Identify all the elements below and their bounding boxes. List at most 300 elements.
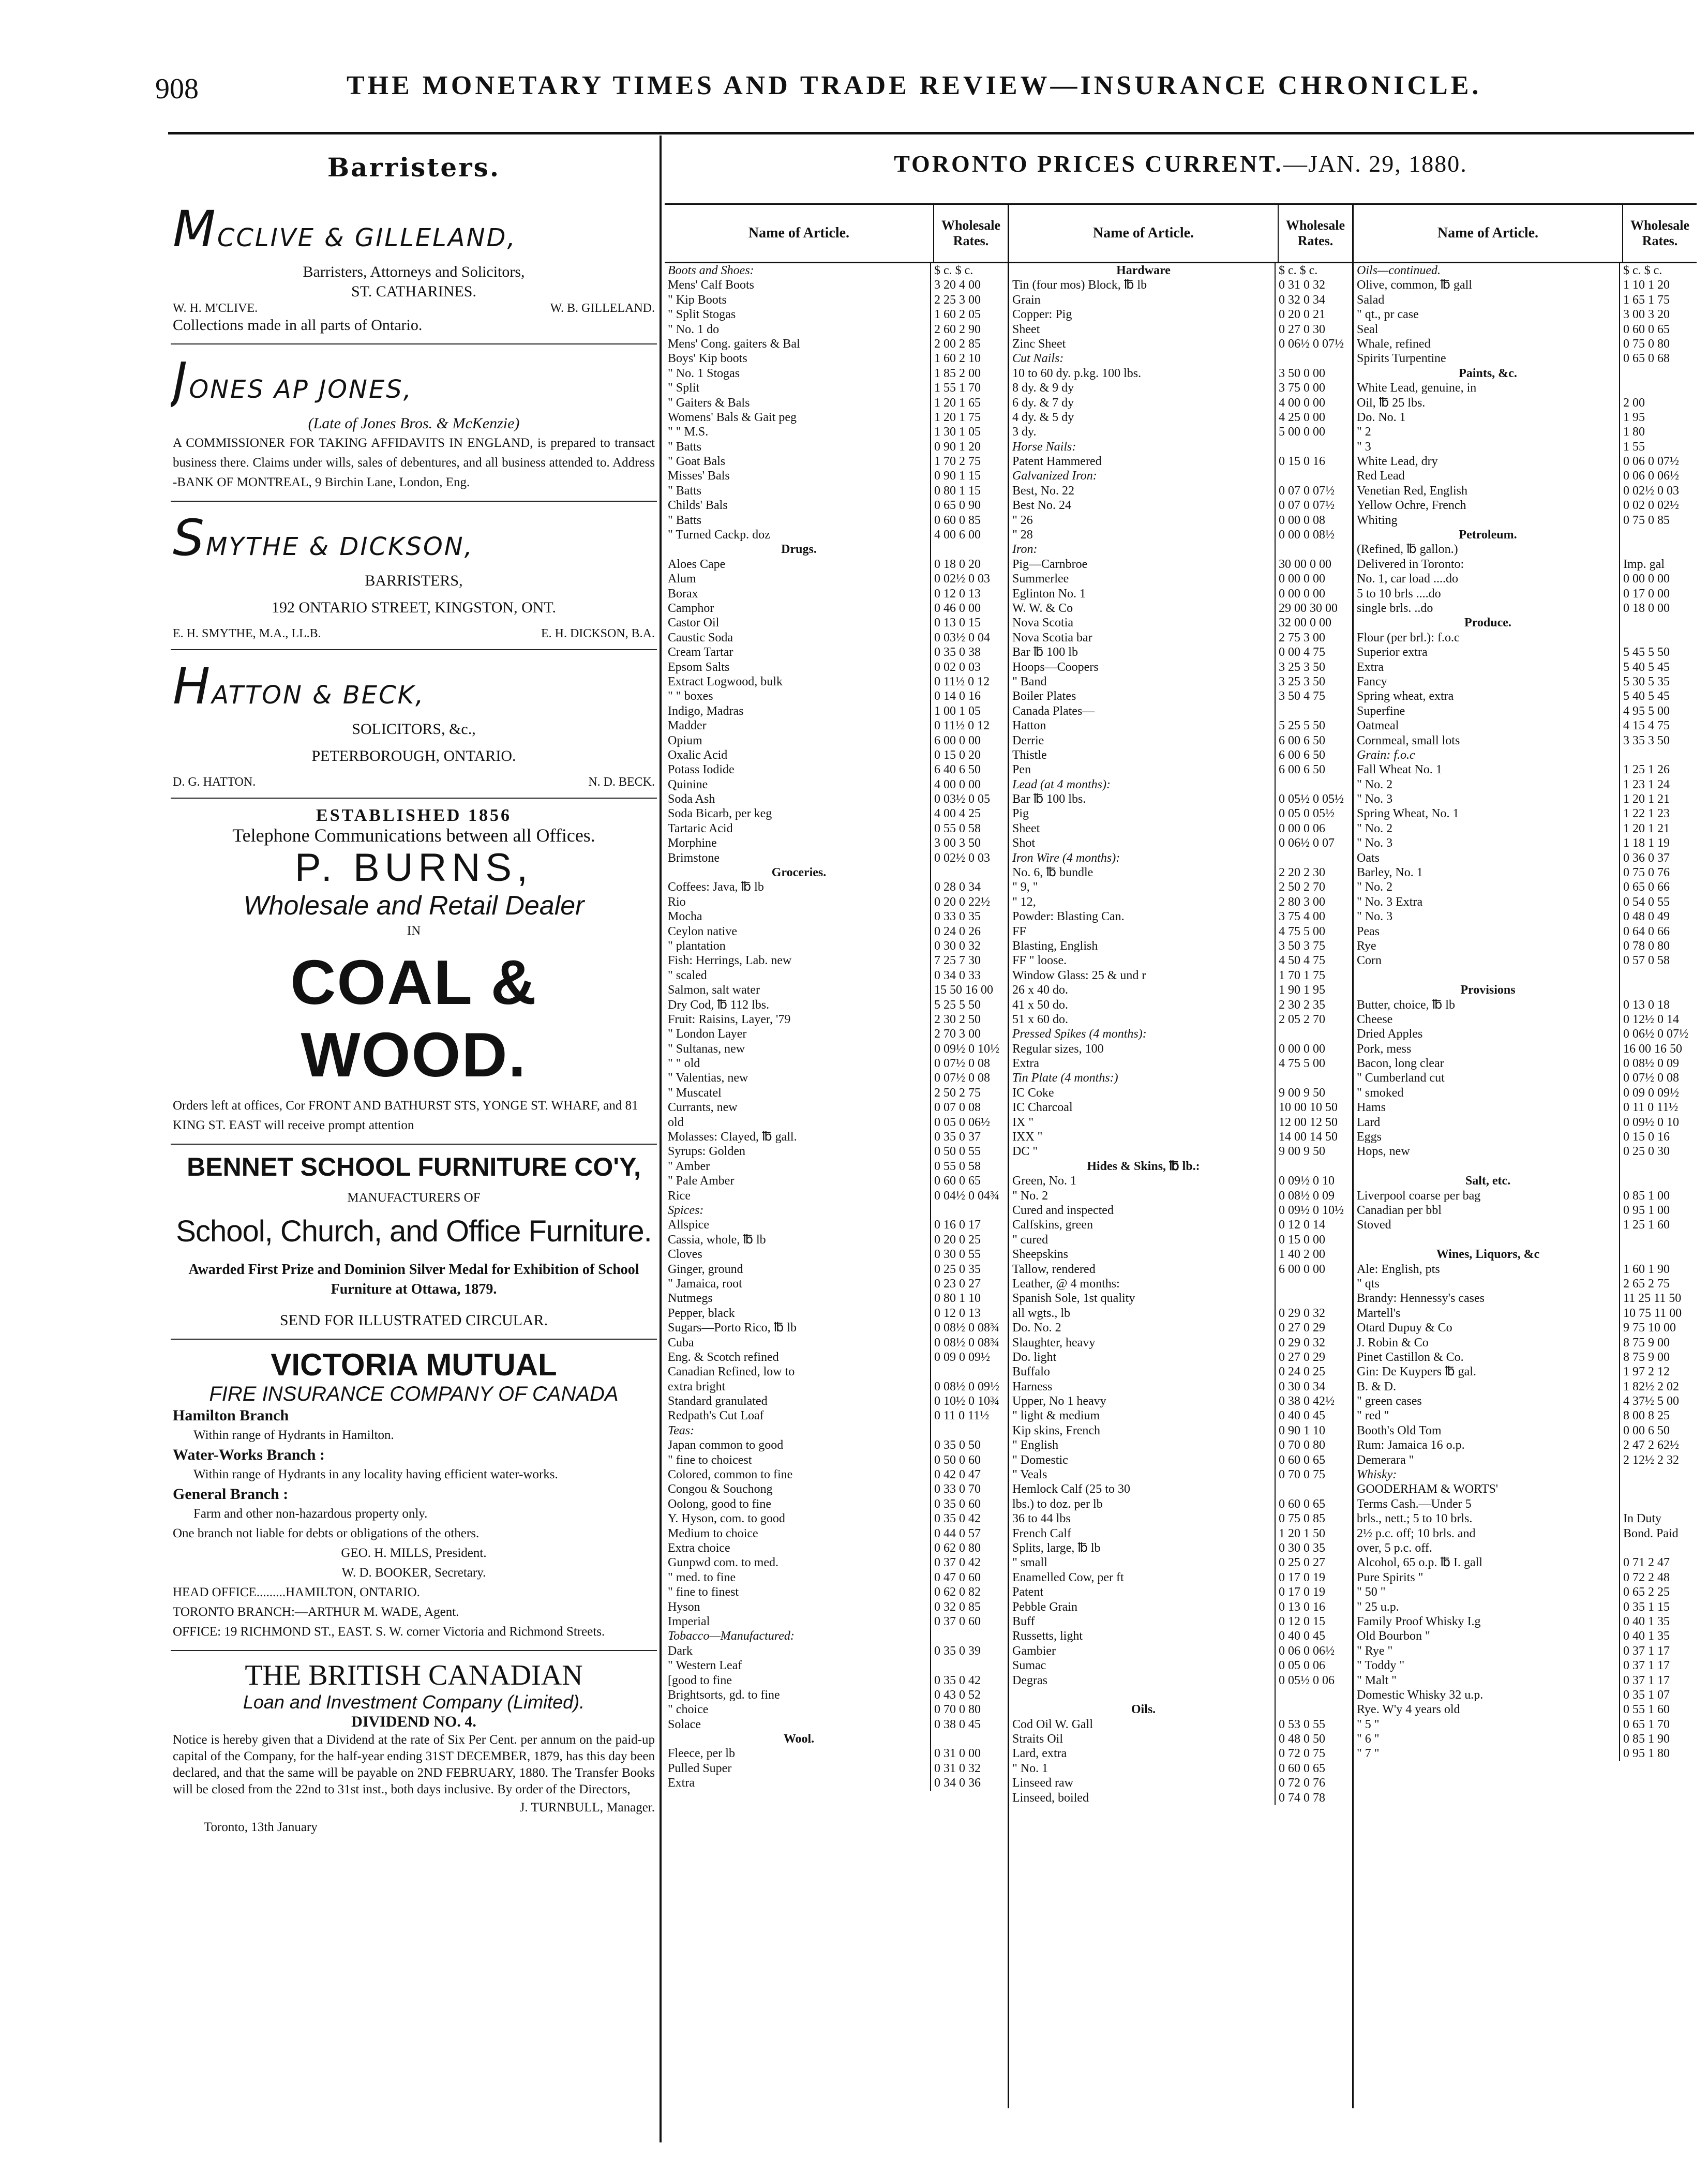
price-row (1354, 1380, 1697, 1394)
price-row (665, 528, 1008, 542)
price-row (665, 1673, 1008, 1688)
article-name: " 6 " (1354, 1732, 1620, 1746)
article-rate: 8 75 9 00 (1623, 1350, 1670, 1364)
article-name: " London Layer (665, 1027, 931, 1041)
article-rate: 0 60 0 65 (1279, 1761, 1325, 1775)
article-rate: 0 40 0 45 (1279, 1409, 1325, 1423)
price-row (1354, 440, 1697, 454)
price-column-2 (1009, 205, 1354, 2108)
article-rate: 0 60 0 65 (1279, 1497, 1325, 1511)
article-name: Shot (1009, 836, 1276, 850)
article-name: Tallow, rendered (1009, 1262, 1276, 1277)
firm-description: SOLICITORS, &c., (352, 721, 476, 738)
article-rate: 0 05½ 0 06 (1279, 1673, 1335, 1687)
article-name: " 28 (1009, 528, 1276, 542)
price-row (665, 601, 1008, 616)
article-rate: 0 14 0 16 (934, 689, 981, 703)
price-row (665, 1688, 1008, 1702)
article-rate (1620, 1467, 1697, 1482)
company-subtitle: FIRE INSURANCE COMPANY OF CANADA (209, 1383, 619, 1405)
price-row (1354, 865, 1697, 880)
article-rate: 4 00 4 25 (934, 807, 981, 821)
article-name: Cut Nails: (1009, 351, 1276, 366)
article-rate: 0 07½ 0 08 (934, 1071, 990, 1085)
article-rate: 2 60 2 90 (934, 322, 981, 336)
price-row (665, 748, 1008, 762)
price-row (665, 1482, 1008, 1496)
article-name: Yellow Ochre, French (1354, 498, 1620, 513)
article-rate: 0 15 0 00 (1279, 1233, 1325, 1247)
article-rate: In Duty (1623, 1512, 1661, 1526)
price-row (665, 1115, 1008, 1130)
price-section-heading (1009, 1159, 1352, 1174)
price-row (1009, 1218, 1352, 1232)
price-row (1009, 1247, 1352, 1262)
price-row (1009, 601, 1352, 616)
price-row (1354, 1453, 1697, 1467)
article-name: Fall Wheat No. 1 (1354, 762, 1620, 777)
price-row (1354, 1688, 1697, 1702)
article-name: Boiler Plates (1009, 689, 1276, 703)
article-rate: 0 78 0 80 (1623, 939, 1670, 953)
article-rate: 0 20 0 21 (1279, 308, 1325, 322)
article-rate: 0 55 0 58 (934, 1159, 981, 1173)
article-name: Salad (1354, 293, 1620, 307)
price-row (1354, 1086, 1697, 1100)
article-rate: 0 48 0 50 (1279, 1732, 1325, 1746)
article-name: " Turned Cackp. doz (665, 528, 931, 542)
article-name: Gunpwd com. to med. (665, 1555, 931, 1570)
article-name: Venetian Red, English (1354, 484, 1620, 498)
price-row (1354, 660, 1697, 674)
article-rate: 0 20 0 22½ (934, 895, 990, 909)
article-name: Summerlee (1009, 572, 1276, 586)
article-name: " cured (1009, 1233, 1276, 1247)
article-name: Copper: Pig (1009, 307, 1276, 322)
article-rate: 0 09 0 09½ (934, 1350, 990, 1364)
article-rate: 2 05 2 70 (1279, 1012, 1325, 1026)
article-name: Extract Logwood, bulk (665, 674, 931, 689)
article-rate: 0 04½ 0 04¾ (934, 1189, 999, 1203)
price-row (1009, 718, 1352, 733)
firm-name: SMYTHE & DICKSON, (173, 509, 474, 567)
article-rate: 0 31 0 00 (934, 1747, 981, 1761)
price-row (665, 909, 1008, 924)
article-name: " 26 (1009, 513, 1276, 528)
price-row (1009, 1761, 1352, 1776)
ad-victoria (171, 1340, 657, 1651)
ad-bennet (171, 1145, 657, 1340)
article-rate: 0 05 0 06½ (934, 1115, 990, 1129)
article-name: Brightsorts, gd. to fine (665, 1688, 931, 1702)
article-name: Do. No. 2 (1009, 1321, 1276, 1335)
article-rate: 4 75 5 00 (1279, 1057, 1325, 1071)
price-row (1354, 939, 1697, 953)
article-name: " Pale Amber (665, 1174, 931, 1188)
article-name: Quinine (665, 777, 931, 792)
article-name: Seal (1354, 322, 1620, 337)
article-name: Pinet Castillon & Co. (1354, 1350, 1620, 1365)
article-name: Tobacco—Manufactured: (665, 1629, 931, 1643)
article-name: Imperial (665, 1614, 931, 1629)
price-row (665, 1614, 1008, 1629)
price-row (665, 836, 1008, 850)
article-rate: 4 15 4 75 (1623, 719, 1670, 733)
article-name: " Batts (665, 484, 931, 498)
article-rate: 0 05 0 06 (1279, 1659, 1325, 1673)
price-row (1009, 1306, 1352, 1321)
article-rate: 0 18 0 00 (1623, 601, 1670, 615)
article-name: Mens' Calf Boots (665, 278, 931, 292)
article-name: Kip skins, French (1009, 1423, 1276, 1438)
price-row (1009, 484, 1352, 498)
price-row (665, 880, 1008, 894)
price-row (1354, 337, 1697, 351)
article-name: " " boxes (665, 689, 931, 703)
article-rate: 0 05½ 0 05½ (1279, 792, 1344, 806)
article-rate: 0 27 0 30 (1279, 322, 1325, 336)
price-row (1009, 983, 1352, 997)
article-rate: 0 29 0 32 (1279, 1306, 1325, 1320)
article-rate: 1 85 2 00 (934, 366, 981, 380)
article-name: Barley, No. 1 (1354, 865, 1620, 880)
article-rate: 0 72 0 76 (1279, 1776, 1325, 1790)
article-rate: 3 25 3 50 (1279, 674, 1325, 688)
article-name: W. W. & Co (1009, 601, 1276, 616)
article-rate (931, 1732, 1008, 1746)
price-row (1354, 1438, 1697, 1452)
article-name: Enamelled Cow, per ft (1009, 1570, 1276, 1585)
price-row (1354, 1482, 1697, 1496)
price-row (1354, 351, 1697, 366)
price-row (665, 631, 1008, 645)
firm-place: ST. CATHARINES. (351, 283, 476, 300)
price-row (1354, 689, 1697, 703)
article-rate: 2 12½ 2 32 (1623, 1453, 1679, 1467)
price-row (665, 572, 1008, 586)
head-office: HEAD OFFICE.........HAMILTON, ONTARIO. (173, 1585, 420, 1599)
article-rate: 0 64 0 66 (1623, 924, 1670, 938)
article-name: Buffalo (1009, 1365, 1276, 1379)
article-name: FF " loose. (1009, 953, 1276, 968)
article-rate: 4 25 0 00 (1279, 410, 1325, 424)
article-name: " 50 " (1354, 1585, 1620, 1599)
article-name: " fine to choicest (665, 1453, 931, 1467)
price-row (1009, 1350, 1352, 1365)
prices-title: TORONTO PRICES CURRENT.—JAN. 29, 1880. (894, 151, 1467, 177)
article-name: Olive, common, ℔ gall (1354, 278, 1620, 292)
article-name: Tartaric Acid (665, 821, 931, 836)
article-rate (1620, 1233, 1697, 1247)
article-name: Hams (1354, 1100, 1620, 1115)
price-row (1354, 557, 1697, 572)
price-row (665, 587, 1008, 601)
article-name: Whale, refined (1354, 337, 1620, 351)
article-rate: 1 95 (1623, 410, 1645, 424)
price-row (1009, 1746, 1352, 1761)
article-name: Dark (665, 1644, 931, 1658)
article-name: " No. 2 (1354, 777, 1620, 792)
article-name: No. 6, ℔ bundle (1009, 865, 1276, 880)
article-rate: 0 35 0 37 (934, 1130, 981, 1144)
article-name: Galvanized Iron: (1009, 469, 1276, 483)
price-row (1354, 1629, 1697, 1643)
ad-burns (171, 799, 657, 1145)
article-name: Nutmegs (665, 1291, 931, 1306)
page-number: 908 (155, 73, 199, 105)
article-name: Spirits Turpentine (1354, 351, 1620, 366)
article-rate (1276, 704, 1352, 718)
price-row (665, 1042, 1008, 1056)
article-rate (931, 542, 1008, 557)
article-name: 3 dy. (1009, 425, 1276, 439)
article-rate: 0 47 0 60 (934, 1570, 981, 1584)
article-rate: 0 08½ 0 09½ (934, 1380, 999, 1393)
article-name: IX " (1009, 1115, 1276, 1130)
price-tables (665, 203, 1697, 2108)
article-rate: 0 17 0 00 (1623, 587, 1670, 601)
article-rate: 0 09½ 0 10 (1623, 1115, 1679, 1129)
article-rate: 0 25 0 27 (1279, 1556, 1325, 1570)
article-rate: 0 00 0 00 (1623, 572, 1670, 586)
article-rate: 2 80 3 00 (1279, 895, 1325, 909)
article-rate: 0 08½ 0 09 (1623, 1057, 1679, 1071)
article-rate: 6 40 6 50 (934, 763, 981, 777)
article-name: " plantation (665, 939, 931, 953)
article-name: Hyson (665, 1600, 931, 1614)
article-name: Eng. & Scotch refined (665, 1350, 931, 1365)
article-name: " Jamaica, root (665, 1277, 931, 1291)
article-rate: 0 37 1 17 (1623, 1644, 1670, 1658)
article-name: " No. 3 (1354, 909, 1620, 924)
article-rate: 0 25 0 35 (934, 1262, 981, 1276)
article-rate: 6 00 0 00 (934, 733, 981, 747)
article-rate: 7 25 7 30 (934, 954, 981, 968)
article-rate: 1 82½ 2 02 (1623, 1380, 1679, 1393)
article-rate: 0 13 0 18 (1623, 998, 1670, 1012)
article-rate: 14 00 14 50 (1279, 1130, 1338, 1144)
firm-place: PETERBOROUGH, ONTARIO. (311, 747, 516, 764)
article-name: all wgts., lb (1009, 1306, 1276, 1321)
advertisement-column (171, 150, 657, 2147)
article-name: Sheet (1009, 322, 1276, 337)
publication-title: THE MONETARY TIMES AND TRADE REVIEW—INSURANCE CHRONICLE. (347, 71, 1482, 100)
article-rate: 0 40 1 35 (1623, 1629, 1670, 1643)
article-rate (1620, 968, 1697, 983)
ad-hatton (171, 650, 657, 799)
section-title: Barristers. (327, 152, 501, 183)
price-row (1354, 1408, 1697, 1423)
price-row (1354, 924, 1697, 939)
price-row (1354, 704, 1697, 718)
article-name: Corn (1354, 953, 1620, 968)
price-row (1009, 293, 1352, 307)
article-name: Congou & Souchong (665, 1482, 931, 1496)
article-name: " 2 (1354, 425, 1620, 439)
article-name: Borax (665, 587, 931, 601)
secretary: W. D. BOOKER, Secretary. (341, 1566, 486, 1580)
price-row (1009, 836, 1352, 850)
article-name: " fine to finest (665, 1585, 931, 1599)
price-row (665, 410, 1008, 425)
article-rate: 6 00 6 50 (1279, 733, 1325, 747)
article-name: Demerara " (1354, 1453, 1620, 1467)
article-name: Currants, new (665, 1100, 931, 1115)
article-rate: 1 70 2 75 (934, 455, 981, 469)
article-name: Upper, No 1 heavy (1009, 1394, 1276, 1408)
ad-jones (171, 344, 657, 502)
price-row (1354, 1071, 1697, 1085)
price-row (1009, 1482, 1352, 1496)
article-rate: 0 00 6 50 (1623, 1423, 1670, 1437)
price-row (665, 851, 1008, 865)
article-name: Family Proof Whisky I.g (1354, 1614, 1620, 1629)
price-row (665, 616, 1008, 630)
dealer-in: IN (407, 924, 421, 938)
price-row (1009, 1380, 1352, 1394)
price-row (1009, 587, 1352, 601)
article-rate: 0 11½ 0 12 (934, 674, 990, 688)
price-row (1354, 469, 1697, 483)
article-rate: 0 44 0 57 (934, 1526, 981, 1540)
price-row (665, 1453, 1008, 1467)
article-rate: 0 36 0 37 (1623, 851, 1670, 865)
price-row (665, 1497, 1008, 1511)
price-row (1009, 1394, 1352, 1408)
article-name: Grain: f.o.c (1354, 748, 1620, 762)
article-name: Linseed, boiled (1009, 1791, 1276, 1805)
article-name: " Split Stogas (665, 307, 931, 322)
price-row (1354, 851, 1697, 865)
article-rate: 2 47 2 62½ (1623, 1438, 1679, 1452)
article-rate: 0 70 0 80 (934, 1703, 981, 1717)
article-name: " Toddy " (1354, 1658, 1620, 1673)
price-row (1354, 718, 1697, 733)
price-row (1009, 542, 1352, 557)
article-name: Old Bourbon " (1354, 1629, 1620, 1643)
price-row (1009, 1262, 1352, 1277)
article-rate: 0 29 0 32 (1279, 1336, 1325, 1350)
article-name: Oatmeal (1354, 718, 1620, 733)
article-rate: 0 62 0 80 (934, 1541, 981, 1555)
price-row (1009, 924, 1352, 939)
article-name: Cornmeal, small lots (1354, 733, 1620, 748)
article-rate: 1 30 1 05 (934, 425, 981, 439)
article-rate: 0 50 0 55 (934, 1145, 981, 1159)
article-rate: 0 06 0 06½ (1623, 469, 1679, 483)
article-rate: 0 03½ 0 04 (934, 631, 990, 644)
price-row (1009, 674, 1352, 689)
article-rate: 2 20 2 30 (1279, 866, 1325, 880)
price-row (1009, 1100, 1352, 1115)
article-rate: 6 00 6 50 (1279, 748, 1325, 762)
price-row (1354, 998, 1697, 1012)
article-rate: 6 00 6 50 (1279, 763, 1325, 777)
article-rate: 0 85 1 00 (1623, 1189, 1670, 1203)
article-name: Fancy (1354, 674, 1620, 689)
article-name: Alum (665, 572, 931, 586)
price-row (1354, 1702, 1697, 1717)
article-rate: 0 06 0 06½ (1279, 1644, 1335, 1658)
article-rate: 2 30 2 50 (934, 1012, 981, 1026)
article-name: Madder (665, 718, 931, 733)
article-name: Petroleum. (1354, 528, 1620, 542)
president: GEO. H. MILLS, President. (341, 1546, 487, 1560)
price-row (1354, 1321, 1697, 1335)
price-row (1009, 1144, 1352, 1159)
article-name: single brls. ..do (1354, 601, 1620, 616)
article-rate: 0 27 0 29 (1279, 1321, 1325, 1335)
price-rows (1009, 263, 1352, 1805)
price-row (665, 1071, 1008, 1085)
article-rate: 0 60 0 85 (934, 513, 981, 527)
price-row (1009, 1629, 1352, 1643)
price-row (1354, 396, 1697, 410)
price-row (665, 1233, 1008, 1247)
dealer-orders: Orders left at offices, Cor FRONT AND BATHURST STS, YONGE ST. WHARF, and 81 KING ST. EAST will receive prompt attention (173, 1099, 638, 1132)
article-name: " Domestic (1009, 1453, 1276, 1467)
price-row (665, 1438, 1008, 1452)
article-name: Iron: (1009, 542, 1276, 557)
article-name: Do. light (1009, 1350, 1276, 1365)
article-rate: 0 00 0 08½ (1279, 528, 1335, 542)
article-rate: 5 40 5 45 (1623, 660, 1670, 674)
article-rate: 32 00 0 00 (1279, 616, 1331, 630)
price-row (1009, 1365, 1352, 1379)
article-rate: 0 62 0 82 (934, 1585, 981, 1599)
article-rate: 4 37½ 5 00 (1623, 1395, 1679, 1408)
table-header (665, 205, 1008, 263)
price-row (1354, 1100, 1697, 1115)
price-row (1009, 1541, 1352, 1555)
price-row (665, 983, 1008, 997)
price-row (1354, 1644, 1697, 1658)
article-name: Pig—Carnbroe (1009, 557, 1276, 572)
article-rate (1276, 469, 1352, 483)
header-name: Name of Article. (1354, 205, 1623, 262)
article-rate: 1 20 1 65 (934, 396, 981, 410)
article-rate: 1 25 1 26 (1623, 763, 1670, 777)
price-row (665, 351, 1008, 366)
price-section-heading (1354, 528, 1697, 542)
firm-name: MCCLIVE & GILLELAND, (173, 200, 517, 258)
price-row (1354, 1291, 1697, 1306)
article-rate: 0 03½ 0 05 (934, 792, 990, 806)
article-name: Tin (four mos) Block, ℔ lb (1009, 278, 1276, 292)
article-rate: 0 95 1 80 (1623, 1747, 1670, 1761)
article-name: Misses' Bals (665, 469, 931, 483)
article-rate: 0 32 0 34 (1279, 293, 1325, 307)
article-rate: 0 12 0 13 (934, 587, 981, 601)
price-row (1009, 1291, 1352, 1306)
article-name: Green, No. 1 (1009, 1174, 1276, 1188)
dividend-heading: DIVIDEND NO. 4. (351, 1713, 476, 1730)
article-name: Patent Hammered (1009, 454, 1276, 469)
price-row (665, 1012, 1008, 1027)
article-rate (1276, 1159, 1352, 1174)
article-rate: 1 65 1 75 (1623, 293, 1670, 307)
article-rate: 0 02 0 03 (934, 660, 981, 674)
article-rate: 1 60 2 10 (934, 352, 981, 366)
price-row (665, 1203, 1008, 1218)
price-row (1009, 704, 1352, 718)
send-circular: SEND FOR ILLUSTRATED CIRCULAR. (279, 1312, 548, 1329)
article-name: Nova Scotia bar (1009, 631, 1276, 645)
article-rate: 0 20 0 25 (934, 1233, 981, 1247)
price-row (1009, 1585, 1352, 1599)
article-name: Powder: Blasting Can. (1009, 909, 1276, 924)
article-name: " English (1009, 1438, 1276, 1452)
